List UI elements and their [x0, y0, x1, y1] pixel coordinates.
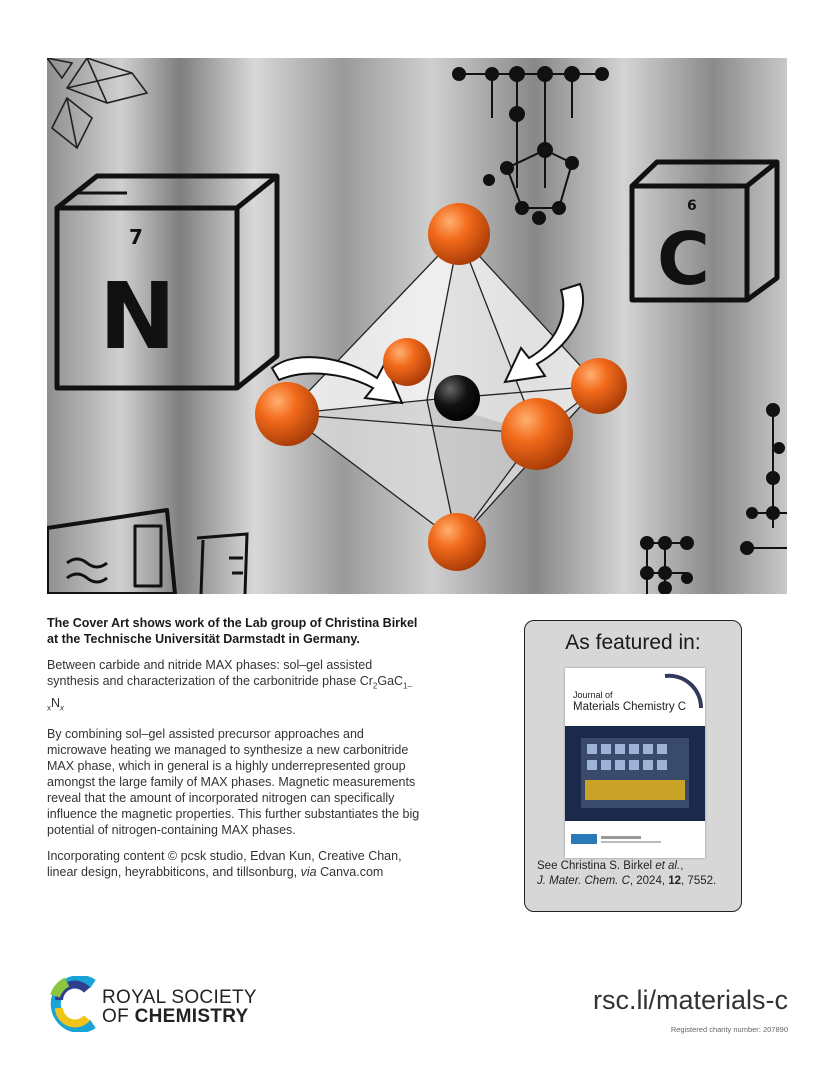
featured-title: As featured in:	[565, 631, 701, 654]
featured-reference: See Christina S. Birkel et al., J. Mater. Chem. C, 2024, 12, 7552.	[537, 860, 717, 887]
atom-orange	[383, 338, 431, 386]
article-title-text: Between carbide and nitride MAX phases: sol–gel assisted synthesis and characterization of the carbonitride phase	[47, 658, 373, 688]
cover-art-image	[47, 58, 787, 594]
rsc-logo-text: ROYAL SOCIETY OF CHEMISTRY	[102, 987, 257, 1027]
atom-orange	[255, 382, 319, 446]
atom-black	[434, 375, 480, 421]
rsc-logo	[47, 976, 277, 1036]
featured-in-panel	[524, 620, 742, 912]
nitrogen-number: 7	[129, 225, 143, 249]
caption-column	[47, 615, 427, 880]
charity-number: Registered charity number: 207890	[670, 1025, 788, 1034]
rsc-logo-icon	[47, 976, 99, 1032]
journal-name: Journal of Materials Chemistry C	[573, 690, 687, 713]
journal-cover-thumbnail	[565, 668, 705, 858]
atom-orange	[501, 398, 573, 470]
nitrogen-symbol: N	[99, 263, 176, 370]
article-title	[47, 657, 427, 716]
chemical-formula: $Cr_2GaC_{1-x}N_x$	[47, 674, 412, 712]
image-credits: Incorporating content © pcsk studio, Edvan Kun, Creative Chan, linear design, heyrabbiticons, and tillsonburg, via Canva.com	[47, 849, 402, 879]
atom-orange	[571, 358, 627, 414]
atom-orange	[428, 203, 490, 265]
carbon-symbol: C	[657, 217, 710, 301]
journal-url[interactable]: rsc.li/materials-c	[592, 985, 788, 1015]
cover-art-description: The Cover Art shows work of the Lab group of Christina Birkel at the Technische Universität Darmstadt in Germany.	[47, 616, 418, 646]
atom-orange	[428, 513, 486, 571]
carbon-number: 6	[687, 198, 697, 214]
article-abstract: By combining sol–gel assisted precursor approaches and microwave heating we managed to synthesize a new carbonitride MAX phase, which in general is a highly underrepresented group amongst the large family of MAX phases. Magnetic measurements reveal that the amount of incorporated nitrogen can specifically influence the magnetic properties. This further substantiates the big potential of nitrogen-containing MAX phases.	[47, 727, 420, 837]
